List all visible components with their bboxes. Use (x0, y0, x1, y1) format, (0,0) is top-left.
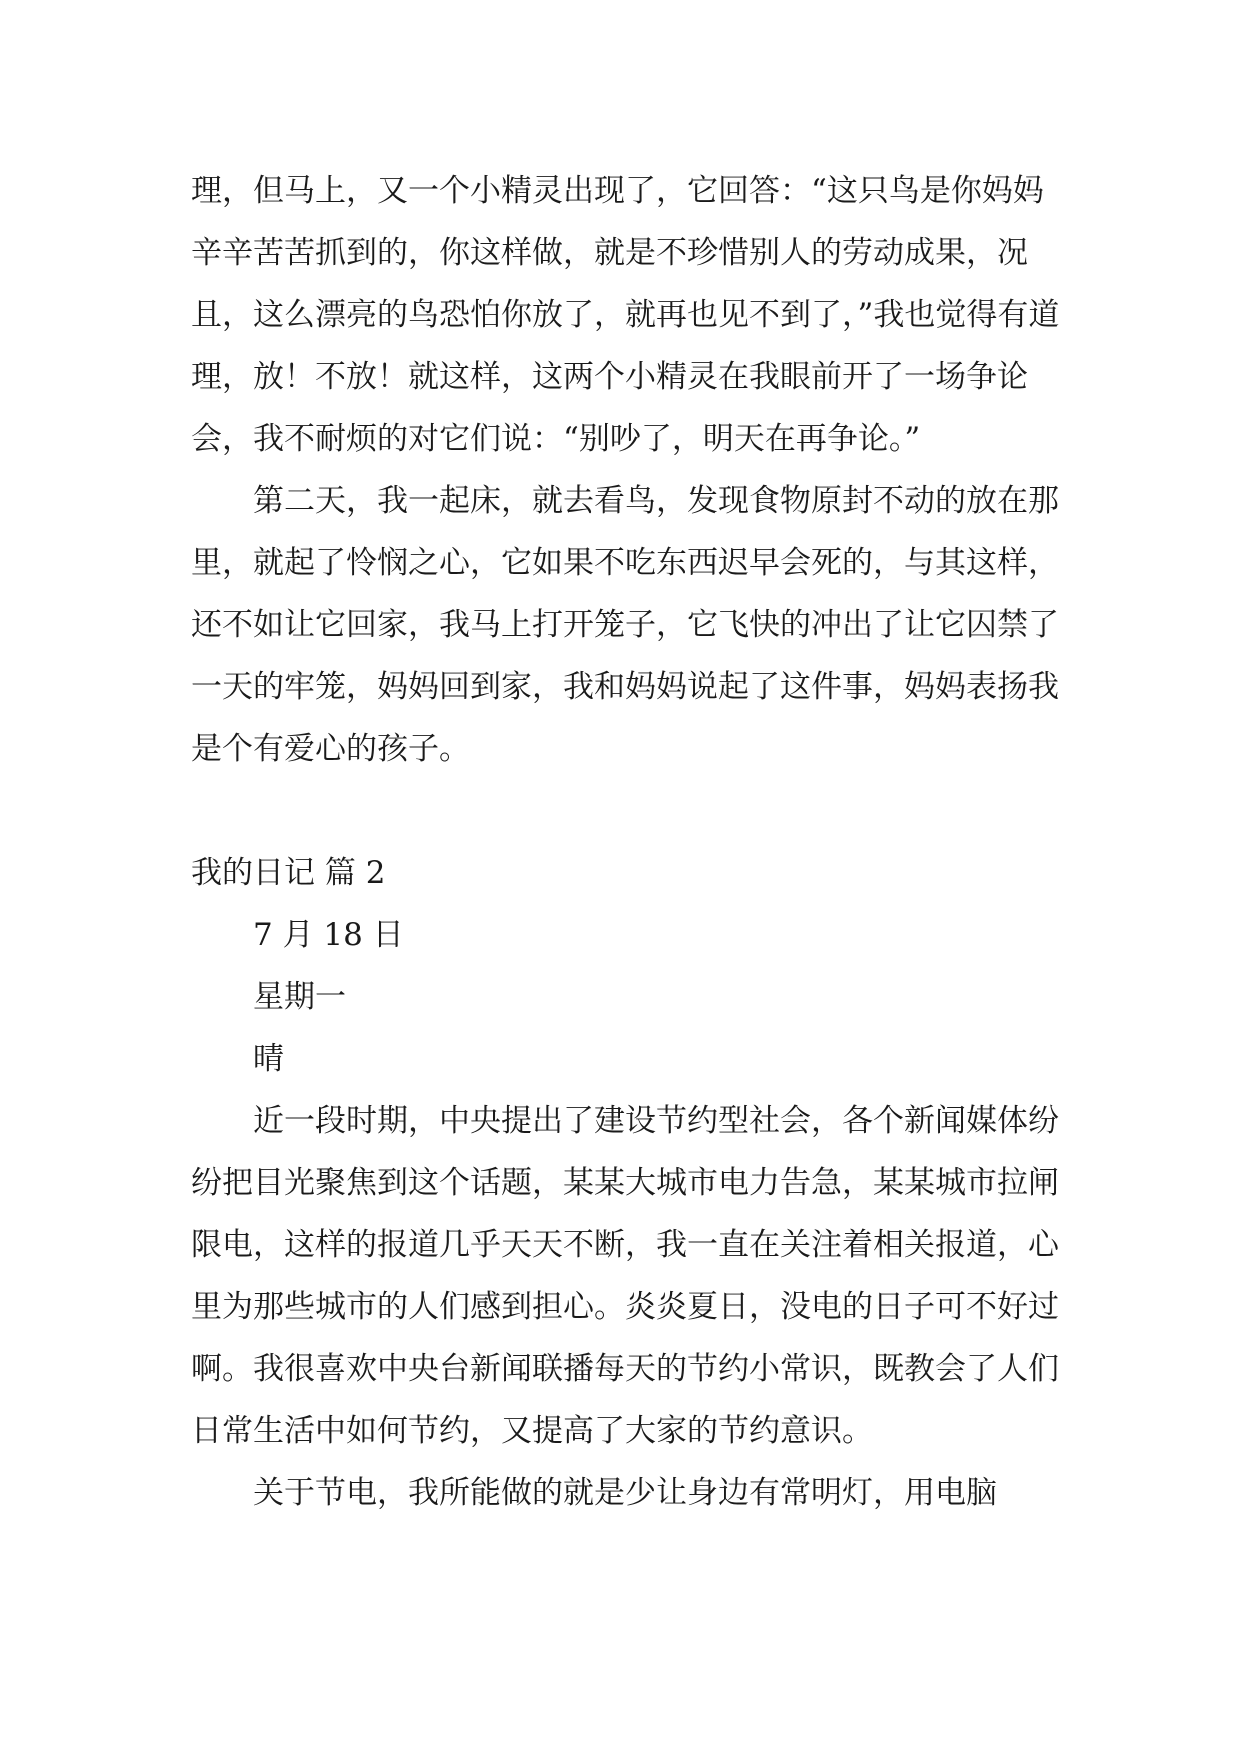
section-spacer (191, 780, 1061, 842)
document-body (191, 160, 1061, 1524)
paragraph-news: 近一段时期，中央提出了建设节约型社会，各个新闻媒体纷纷把目光聚焦到这个话题，某某大城市电力告急，某某城市拉闸限电，这样的报道几乎天天不断，我一直在关注着相关报道，心里为那些城市的人们感到担心。炎炎夏日，没电的日子可不好过啊。我很喜欢中央台新闻联播每天的节约小常识，既教会了人们日常生活中如何节约，又提高了大家的节约意识。 (191, 1103, 1059, 1449)
section-title: 我的日记 篇 2 (191, 855, 386, 891)
diary-weekday: 星期一 (253, 979, 346, 1015)
diary-date: 7 月 18 日 (253, 917, 404, 953)
paragraph-power-saving: 关于节电，我所能做的就是少让身边有常明灯，用电脑 (253, 1475, 997, 1511)
diary-weather: 晴 (253, 1041, 284, 1077)
paragraph-continued: 理，但马上，又一个小精灵出现了，它回答：“这只鸟是你妈妈辛辛苦苦抓到的，你这样做，就是不珍惜别人的劳动成果，况且，这么漂亮的鸟恐怕你放了，就再也见不到了，”我也觉得有道理，放！不放！就这样，这两个小精灵在我眼前开了一场争论会，我不耐烦的对它们说：“别吵了，明天在再争论。” (191, 173, 1060, 457)
paragraph-second-day: 第二天，我一起床，就去看鸟，发现食物原封不动的放在那里，就起了怜悯之心，它如果不吃东西迟早会死的，与其这样，还不如让它回家，我马上打开笼子，它飞快的冲出了让它囚禁了一天的牢笼，妈妈回到家，我和妈妈说起了这件事，妈妈表扬我是个有爱心的孩子。 (191, 483, 1059, 767)
